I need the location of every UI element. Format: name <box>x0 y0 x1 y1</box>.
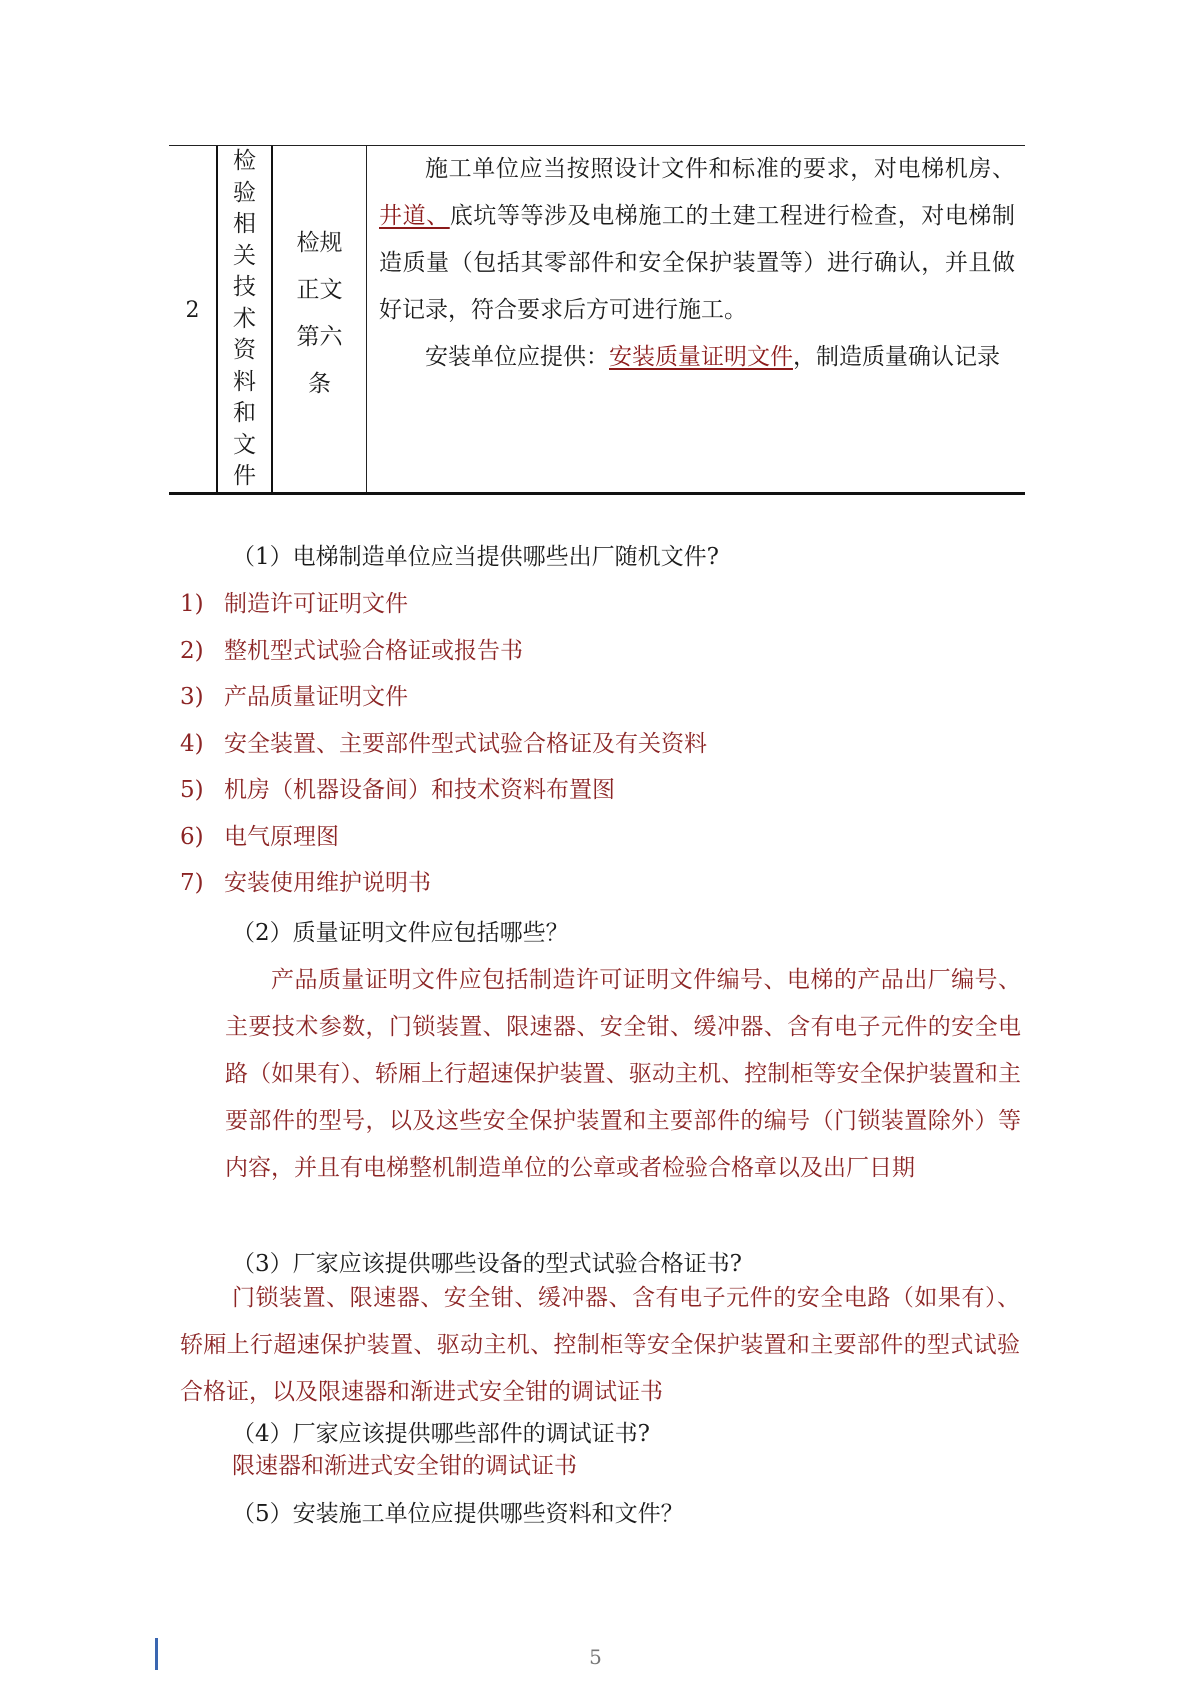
question-3: （3）厂家应该提供哪些设备的型式试验合格证书? <box>232 1251 742 1277</box>
reference-cell <box>273 146 367 492</box>
list-index: 5) <box>180 777 204 803</box>
list-text: 安全装置、主要部件型式试验合格证及有关资料 <box>224 730 707 757</box>
row-number: 2 <box>185 298 200 323</box>
reference-line: 第六 <box>296 324 343 350</box>
item-char: 件 <box>233 463 256 489</box>
list-index: 7) <box>180 870 204 896</box>
list-item <box>180 818 339 851</box>
requirement-cell <box>367 146 1025 492</box>
regulation-reference <box>273 220 366 408</box>
requirement-paragraph-2 <box>379 334 1015 381</box>
answer-4: 限速器和渐进式安全钳的调试证书 <box>232 1453 577 1479</box>
item-cell <box>216 146 273 492</box>
list-text: 产品质量证明文件 <box>224 684 408 710</box>
requirement-paragraph-1 <box>379 146 1015 334</box>
requirements-table <box>169 145 1025 495</box>
item-char: 相 <box>233 211 256 237</box>
item-char: 术 <box>233 305 256 332</box>
item-char: 料 <box>233 368 256 395</box>
item-name-vertical <box>218 146 271 493</box>
item-char: 验 <box>233 179 256 206</box>
list-text: 制造许可证明文件 <box>224 591 408 617</box>
requirement-text <box>379 146 1015 381</box>
list-index: 2) <box>180 637 204 664</box>
question-2: （2）质量证明文件应包括哪些？ <box>232 920 569 946</box>
req-p1-rest: 底坑等等涉及电梯施工的土建工程进行检查，对电梯制造质量（包括其零部件和安全保护装置等）进行确认，并且做好记录，符合要求后方可进行施工。 <box>379 203 1016 323</box>
item-char: 资 <box>233 337 256 363</box>
req-p2-text: 安装单位应提供： <box>425 344 609 370</box>
list-text: 整机型式试验合格证或报告书 <box>224 637 523 664</box>
reference-line: 检规 <box>296 230 343 256</box>
list-text: 机房（机器设备间）和技术资料布置图 <box>224 777 615 803</box>
list-item <box>180 632 523 665</box>
question-4: （4）厂家应该提供哪些部件的调试证书? <box>232 1421 650 1447</box>
question-1: （1）电梯制造单位应当提供哪些出厂随机文件? <box>232 544 719 570</box>
question-5: （5）安装施工单位应提供哪些资料和文件？ <box>232 1501 684 1527</box>
item-char: 检 <box>233 148 256 174</box>
answer-3: 门锁装置、限速器、安全钳、缓冲器、含有电子元件的安全电路（如果有）、轿厢上行超速保护装置、驱动主机、控制柜等安全保护装置和主要部件的型式试验合格证，以及限速器和渐进式安全钳的调试证书 <box>180 1285 1020 1405</box>
list-item <box>180 585 408 618</box>
list-item <box>180 864 431 897</box>
item-char: 和 <box>233 400 256 426</box>
page-number: 5 <box>589 1645 602 1669</box>
install-quality-link[interactable]: 安装质量证明文件 <box>609 344 793 370</box>
list-index: 6) <box>180 823 204 850</box>
req-p1-text: 施工单位应当按照设计文件和标准的要求，对电梯机房、 <box>425 156 1015 182</box>
list-index: 3) <box>180 684 204 710</box>
list-item <box>180 678 408 711</box>
reference-line: 条 <box>308 371 331 397</box>
item-char: 关 <box>233 242 256 269</box>
list-text: 安装使用维护说明书 <box>224 870 431 896</box>
list-item <box>180 725 707 758</box>
list-text: 电气原理图 <box>224 823 339 850</box>
list-item <box>180 771 615 804</box>
item-char: 文 <box>233 431 256 458</box>
answer-2: 产品质量证明文件应包括制造许可证明文件编号、电梯的产品出厂编号、主要技术参数，门锁装置、限速器、安全钳、缓冲器、含有电子元件的安全电路（如果有）、轿厢上行超速保护装置、驱动主机、控制柜等安全保护装置和主要部件的型号，以及这些安全保护装置和主要部件的编号（门锁装置除外）等内容，并且有电梯整机制造单位的公章或者检验合格章以及出厂日期 <box>225 967 1021 1181</box>
row-number-cell <box>169 146 216 492</box>
item-char: 技 <box>233 274 256 300</box>
req-p2-rest: ，制造质量确认记录 <box>793 344 1000 370</box>
list-index: 4) <box>180 730 204 757</box>
shaft-link[interactable]: 井道、 <box>379 203 450 229</box>
reference-line: 正文 <box>296 277 343 303</box>
list-index: 1) <box>180 591 204 617</box>
